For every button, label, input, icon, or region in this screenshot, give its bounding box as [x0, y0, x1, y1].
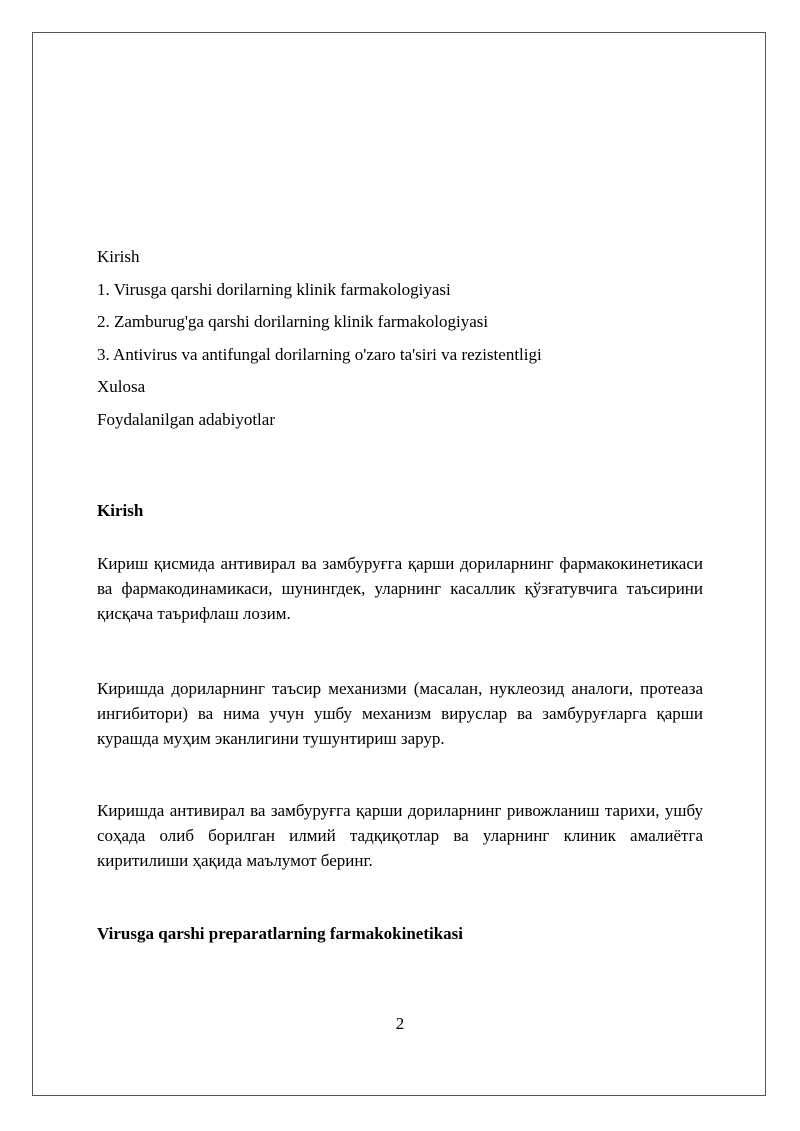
- intro-paragraph-2: Киришда дориларнинг таъсир механизми (масалан, нуклеозид аналоги, протеаза ингибитори) ва нима учун ушбу механизм вируслар ва замбуруғларга қарши курашда муҳим эканлигини тушунтириш зарур.: [97, 679, 703, 748]
- intro-heading: Kirish: [97, 501, 144, 520]
- toc-item-conclusion: Xulosa: [97, 377, 146, 396]
- toc-item-2: 2. Zamburug'ga qarshi dorilarning klinik farmakologiyasi: [97, 312, 489, 331]
- table-of-contents: [97, 241, 703, 436]
- toc-item-references: Foydalanilgan adabiyotlar: [97, 409, 275, 429]
- intro-paragraph-1: Кириш қисмида антивирал ва замбуруғга қарши дориларнинг фармакокинетикаси ва фармакодинамикаси, шунингдек, уларнинг касаллик қўзғатувчига таъсирини қисқача таърифлаш лозим.: [97, 554, 703, 623]
- page-number: 2: [395, 1014, 405, 1033]
- toc-item-1: 1. Virusga qarshi dorilarning klinik farmakologiyasi: [97, 279, 451, 299]
- toc-item-3: 3. Antivirus va antifungal dorilarning o'zaro ta'siri va rezistentligi: [97, 344, 542, 364]
- section-heading: Virusga qarshi preparatlarning farmakokinetikasi: [97, 924, 464, 943]
- intro-paragraph-3: Киришда антивирал ва замбуруғга қарши дориларнинг ривожланиш тарихи, ушбу соҳада олиб борилган илмий тадқиқотлар ва уларнинг клиник амалиётга киритилиши ҳақида маълумот беринг.: [97, 801, 703, 870]
- toc-item-intro: Kirish: [97, 247, 140, 266]
